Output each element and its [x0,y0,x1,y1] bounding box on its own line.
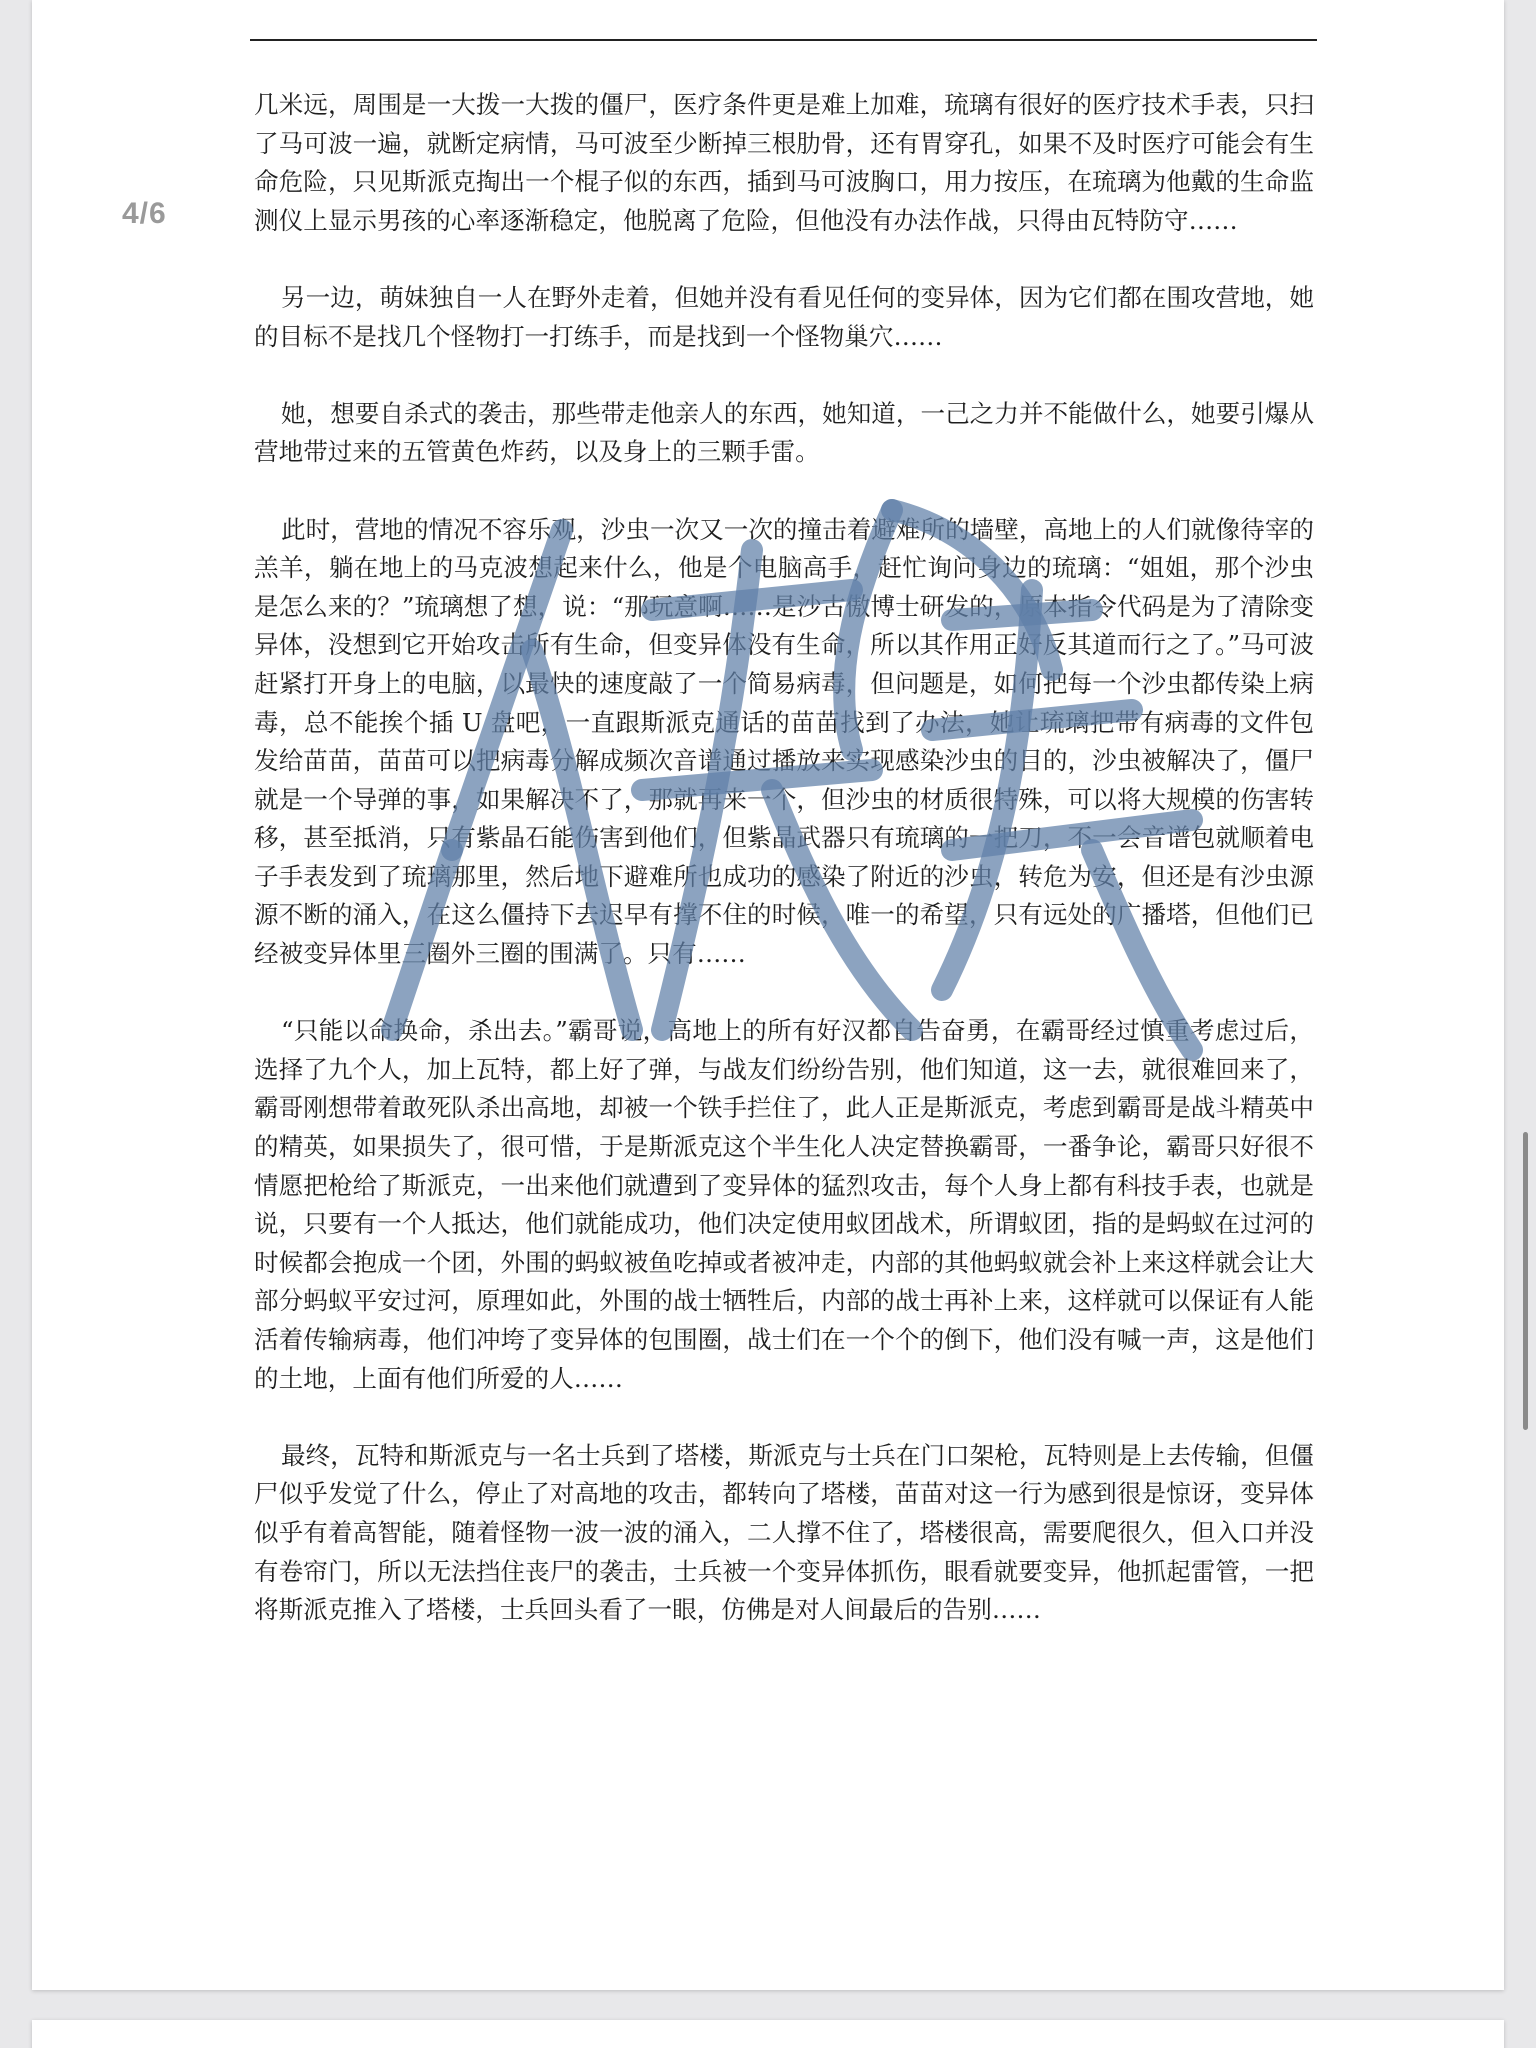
page-content [254,86,1314,1668]
document-page [32,0,1504,1990]
paragraph: 她，想要自杀式的袭击，那些带走他亲人的东西，她知道，一己之力并不能做什么，她要引爆从营地带过来的五管黄色炸药，以及身上的三颗手雷。 [254,398,1314,467]
paragraph: 几米远，周围是一大拨一大拨的僵尸，医疗条件更是难上加难，琉璃有很好的医疗技术手表，只扫了马可波一遍，就断定病情，马可波至少断掉三根肋骨，还有胃穿孔，如果不及时医疗可能会有生命危险，只见斯派克掏出一个棍子似的东西，插到马可波胸口，用力按压，在琉璃为他戴的生命监测仪上显示男孩的心率逐渐稳定，他脱离了危险，但他没有办法作战，只得由瓦特防守…… [254,90,1314,235]
paragraph: “只能以命换命，杀出去。”霸哥说，高地上的所有好汉都自告奋勇，在霸哥经过慎重考虑过后，选择了九个人，加上瓦特，都上好了弹，与战友们纷纷告别，他们知道，这一去，就很难回来了，霸哥刚想带着敢死队杀出高地，却被一个铁手拦住了，此人正是斯派克，考虑到霸哥是战斗精英中的精英，如果损失了，很可惜，于是斯派克这个半生化人决定替换霸哥，一番争论，霸哥只好很不情愿把枪给了斯派克，一出来他们就遭到了变异体的猛烈攻击，每个人身上都有科技手表，也就是说，只要有一个人抵达，他们就能成功，他们决定使用蚁团战术，所谓蚁团，指的是蚂蚁在过河的时候都会抱成一个团，外围的蚂蚁被鱼吃掉或者被冲走，内部的其他蚂蚁就会补上来这样就会让大部分蚂蚁平安过河，原理如此，外围的战士牺牲后，内部的战士再补上来，这样就可以保证有人能活着传输病毒，他们冲垮了变异体的包围圈，战士们在一个个的倒下，他们没有喊一声，这是他们的土地，上面有他们所爱的人…… [254,1016,1314,1393]
header-rule [250,39,1317,41]
next-page-edge [32,2020,1504,2048]
paragraph: 此时，营地的情况不容乐观，沙虫一次又一次的撞击着避难所的墙壁，高地上的人们就像待宰的羔羊，躺在地上的马克波想起来什么，他是个电脑高手，赶忙询问身边的琉璃：“姐姐，那个沙虫是怎么来的？”琉璃想了想，说：“那玩意啊……是沙古傲博士研发的，原本指令代码是为了清除变异体，没想到它开始攻击所有生命，但变异体没有生命，所以其作用正好反其道而行之了。”马可波赶紧打开身上的电脑，以最快的速度敲了一个简易病毒，但问题是，如何把每一个沙虫都传染上病毒，总不能挨个插 U 盘吧，一直跟斯派克通话的苗苗找到了办法，她让琉璃把带有病毒的文件包发给苗苗，苗苗可以把病毒分解成频次音谱通过播放来实现感染沙虫的目的，沙虫被解决了，僵尸就是一个导弹的事，如果解决不了，那就再来一个，但沙虫的材质很特殊，可以将大规模的伤害转移，甚至抵消，只有紫晶石能伤害到他们，但紫晶武器只有琉璃的一把刀，不一会音谱包就顺着电子手表发到了琉璃那里，然后地下避难所也成功的感染了附近的沙虫，转危为安，但还是有沙虫源源不断的涌入，在这么僵持下去迟早有撑不住的时候，唯一的希望，只有远处的广播塔，但他们已经被变异体里三圈外三圈的围满了。只有…… [254,514,1314,969]
paragraph: 另一边，萌妹独自一人在野外走着，但她并没有看见任何的变异体，因为它们都在围攻营地，她的目标不是找几个怪物打一打练手，而是找到一个怪物巢穴…… [254,282,1314,351]
paragraph: 最终，瓦特和斯派克与一名士兵到了塔楼，斯派克与士兵在门口架枪，瓦特则是上去传输，但僵尸似乎发觉了什么，停止了对高地的攻击，都转向了塔楼，苗苗对这一行为感到很是惊讶，变异体似乎有着高智能，随着怪物一波一波的涌入，二人撑不住了，塔楼很高，需要爬很久，但入口并没有卷帘门，所以无法挡住丧尸的袭击，士兵被一个变异体抓伤，眼看就要变异，他抓起雷管，一把将斯派克推入了塔楼，士兵回头看了一眼，仿佛是对人间最后的告别…… [254,1440,1314,1625]
page-indicator: 4/6 [122,197,167,230]
scrollbar-thumb[interactable] [1523,1132,1528,1430]
